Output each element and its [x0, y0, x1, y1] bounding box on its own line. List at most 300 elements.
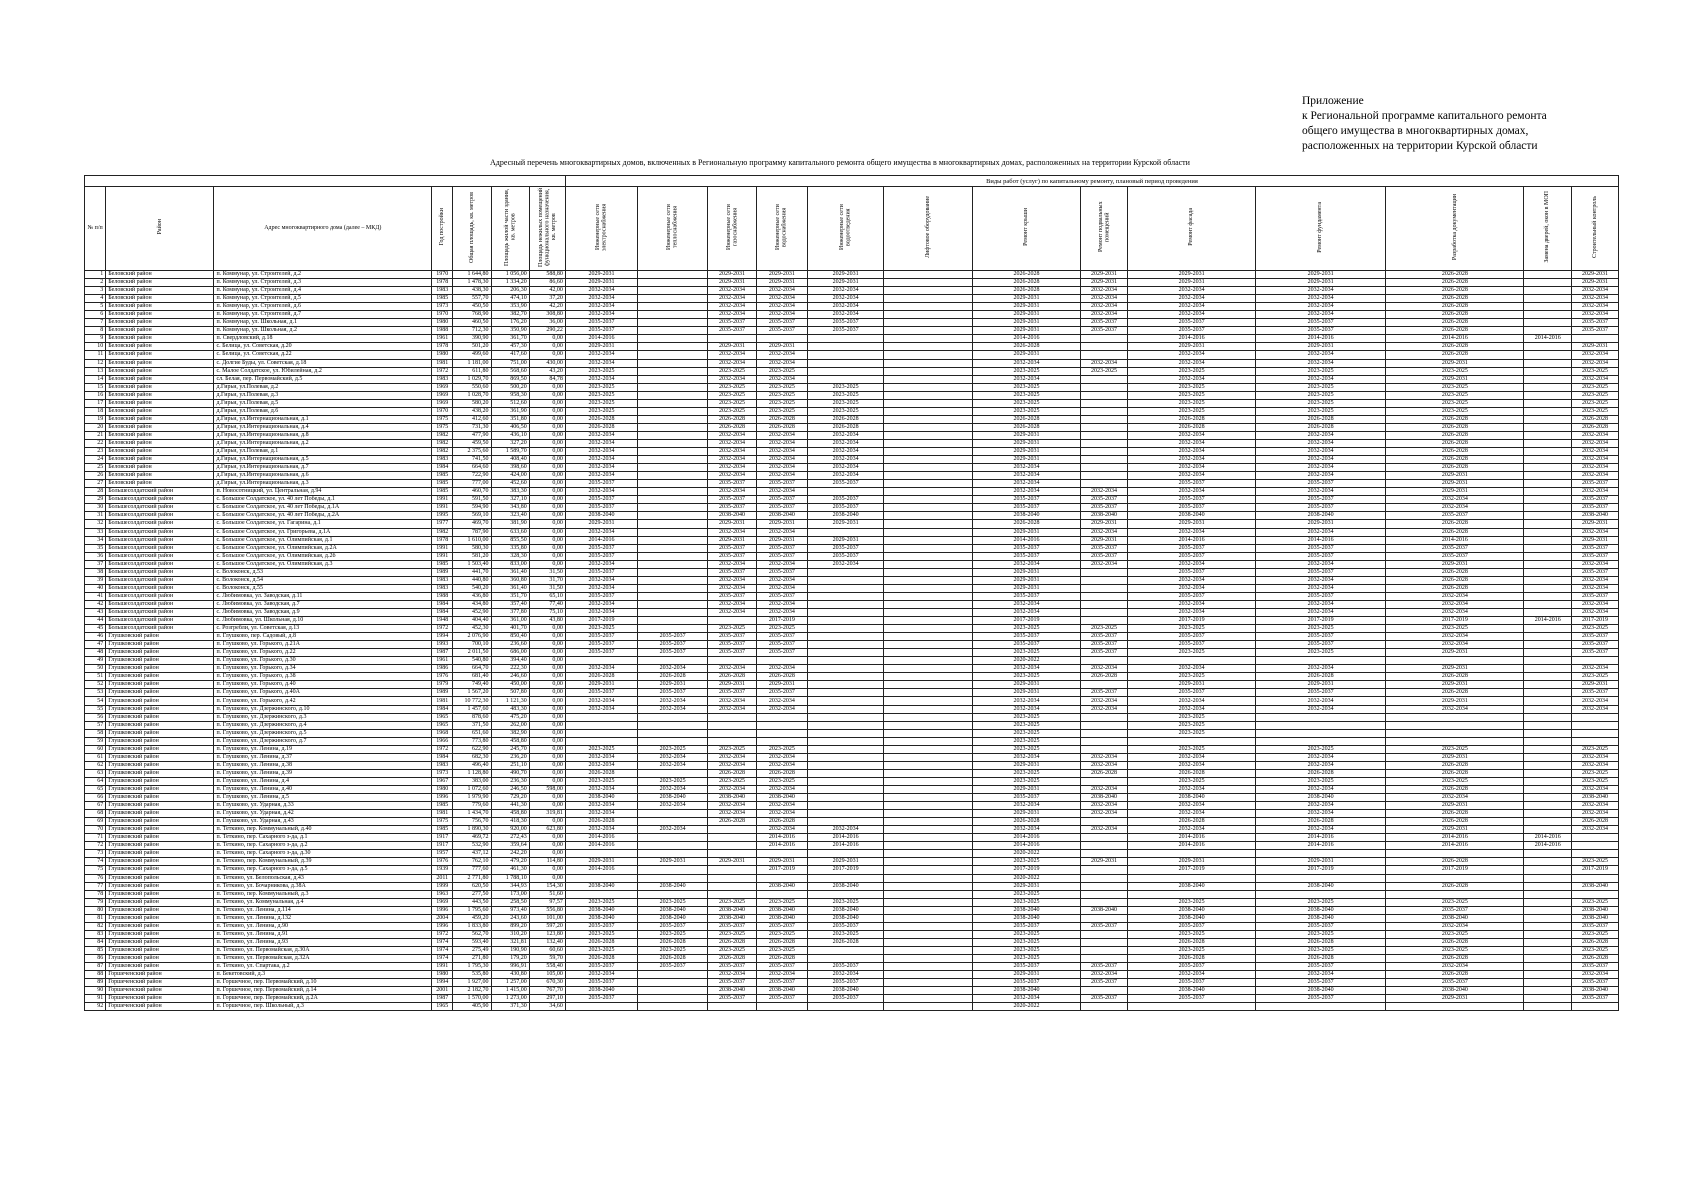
table-cell: 262,00 [491, 721, 529, 729]
table-cell: 2038-2040 [1572, 512, 1619, 520]
table-cell: 2023-2025 [1128, 625, 1255, 633]
table-cell: 176,20 [491, 319, 529, 327]
table-cell: 1 181,00 [453, 359, 491, 367]
table-cell: 2023-2025 [973, 625, 1080, 633]
table-cell: 2 076,90 [453, 633, 491, 641]
table-cell: 0,00 [529, 552, 565, 560]
table-cell: 2035-2037 [1128, 552, 1255, 560]
table-cell [884, 504, 973, 512]
table-cell: 2038-2040 [807, 914, 883, 922]
table-cell: 2023-2025 [756, 367, 807, 375]
table-cell: Глушковский район [106, 761, 214, 769]
table-cell: 2032-2034 [708, 560, 757, 568]
table-cell: 2023-2025 [973, 721, 1080, 729]
table-cell: 2032-2034 [1128, 456, 1255, 464]
table-cell: Большесолдатский район [106, 536, 214, 544]
table-cell: 479,20 [491, 858, 529, 866]
table-cell: 2035-2037 [565, 480, 637, 488]
table-cell: Беловский район [106, 399, 214, 407]
table-cell: 2032-2034 [1128, 761, 1255, 769]
table-cell: 2035-2037 [1386, 544, 1524, 552]
table-cell: 2026-2028 [1386, 761, 1524, 769]
table-cell: 1 434,70 [453, 810, 491, 818]
table-cell: Беловский район [106, 271, 214, 279]
table-row [85, 311, 1619, 319]
table-cell: 2032-2034 [708, 705, 757, 713]
table-cell: 2029-2031 [807, 536, 883, 544]
table-cell: 2029-2031 [1128, 271, 1255, 279]
table-cell [807, 786, 883, 794]
table-cell: Беловский район [106, 287, 214, 295]
table-cell: 2023-2025 [708, 625, 757, 633]
table-cell: п. Коммунар, ул. Строителей, д.2 [214, 271, 432, 279]
table-row [85, 600, 1619, 608]
table-cell: 2026-2028 [1386, 568, 1524, 576]
table-cell: с. Волоконск, д.54 [214, 576, 432, 584]
table-cell: 45 [85, 625, 106, 633]
table-cell: 361,40 [491, 568, 529, 576]
table-cell: 2032-2034 [1128, 705, 1255, 713]
table-cell: 2014-2016 [1386, 335, 1524, 343]
table-cell: 2032-2034 [1080, 488, 1128, 496]
table-cell: Большесолдатский район [106, 608, 214, 616]
table-cell: 2023-2025 [565, 383, 637, 391]
table-cell: 350,90 [491, 327, 529, 335]
table-row [85, 480, 1619, 488]
table-cell: 2032-2034 [1080, 697, 1128, 705]
table-cell [884, 592, 973, 600]
table-cell [1524, 995, 1572, 1003]
table-cell: 0,00 [529, 673, 565, 681]
table-cell: п. Коммунар, ул. Школьная, д.2 [214, 327, 432, 335]
table-cell [638, 319, 708, 327]
table-cell [638, 721, 708, 729]
table-cell [884, 488, 973, 496]
table-cell: Беловский район [106, 375, 214, 383]
table-cell: п. Теткино, пер. Сахарного з-да, д.5 [214, 866, 432, 874]
table-cell: 2038-2040 [708, 794, 757, 802]
table-cell: п. Теткино, пер. Сахарного з-да, д.30 [214, 850, 432, 858]
table-cell [1524, 456, 1572, 464]
table-row [85, 391, 1619, 399]
table-cell [1524, 874, 1572, 882]
table-cell [565, 713, 637, 721]
table-cell: 2032-2034 [565, 608, 637, 616]
table-cell [1572, 874, 1619, 882]
table-cell: Глушковский район [106, 689, 214, 697]
table-row [85, 963, 1619, 971]
table-cell [756, 729, 807, 737]
table-cell: 2032-2034 [1572, 287, 1619, 295]
table-cell: 2035-2037 [756, 689, 807, 697]
table-cell: 88 [85, 971, 106, 979]
table-cell: 2 771,80 [453, 874, 491, 882]
table-cell: 2038-2040 [1128, 512, 1255, 520]
table-cell: 460,70 [453, 488, 491, 496]
table-cell [638, 536, 708, 544]
table-cell: Большесолдатский район [106, 600, 214, 608]
table-cell [1080, 898, 1128, 906]
table-cell [884, 528, 973, 536]
table-cell: 73 [85, 850, 106, 858]
table-cell [1080, 584, 1128, 592]
table-cell: 310,20 [491, 930, 529, 938]
table-cell: п. Глушково, ул. Ударная, д.33 [214, 802, 432, 810]
table-row [85, 834, 1619, 842]
table-cell: 77 [85, 882, 106, 890]
table-cell: 382,90 [491, 729, 529, 737]
table-cell: 1984 [432, 464, 453, 472]
table-cell [1255, 890, 1386, 898]
table-cell: 1980 [432, 786, 453, 794]
table-cell: 1972 [432, 745, 453, 753]
table-cell [1255, 874, 1386, 882]
table-cell: 2017-2019 [565, 617, 637, 625]
table-cell [1080, 343, 1128, 351]
table-cell [638, 608, 708, 616]
table-cell: д.Гирьи, ул.Интернациональная, д.6 [214, 472, 432, 480]
table-cell: 2032-2034 [1255, 802, 1386, 810]
table-cell: 190,90 [491, 946, 529, 954]
table-cell [638, 279, 708, 287]
table-row [85, 512, 1619, 520]
table-cell: 154,30 [529, 882, 565, 890]
table-cell: 2035-2037 [565, 504, 637, 512]
table-cell: 2023-2025 [708, 777, 757, 785]
table-cell: 0,00 [529, 439, 565, 447]
table-cell [807, 697, 883, 705]
table-cell: 2035-2037 [565, 552, 637, 560]
table-cell: 1917 [432, 834, 453, 842]
table-cell: 2032-2034 [708, 375, 757, 383]
table-cell: 2038-2040 [973, 512, 1080, 520]
table-cell: 0,00 [529, 544, 565, 552]
table-cell [1080, 415, 1128, 423]
table-cell: д.Гирьи, ул.Интернациональная, д.4 [214, 423, 432, 431]
table-cell: 1982 [432, 528, 453, 536]
table-cell: 2014-2016 [1255, 536, 1386, 544]
table-cell: 2029-2031 [973, 319, 1080, 327]
table-cell: Беловский район [106, 415, 214, 423]
table-row [85, 560, 1619, 568]
table-cell: 2035-2037 [1572, 633, 1619, 641]
table-cell: 2029-2031 [1386, 649, 1524, 657]
table-cell: 2026-2028 [1386, 584, 1524, 592]
table-cell: 2023-2025 [1128, 383, 1255, 391]
table-cell: 1996 [432, 794, 453, 802]
table-cell: 2026-2028 [708, 769, 757, 777]
table-cell: Беловский район [106, 480, 214, 488]
table-cell: 2023-2025 [973, 649, 1080, 657]
table-cell: 1989 [432, 568, 453, 576]
table-cell: 1939 [432, 866, 453, 874]
table-cell: 2032-2034 [1572, 456, 1619, 464]
table-cell [1572, 335, 1619, 343]
table-cell: 2029-2031 [807, 858, 883, 866]
table-cell: 2032-2034 [708, 311, 757, 319]
table-cell: Глушковский район [106, 729, 214, 737]
table-cell: Глушковский район [106, 890, 214, 898]
table-cell: 2023-2025 [1386, 367, 1524, 375]
table-cell: 0,00 [529, 794, 565, 802]
table-cell: 2032-2034 [973, 826, 1080, 834]
table-cell: Горшеченский район [106, 971, 214, 979]
table-cell: 2032-2034 [565, 359, 637, 367]
table-cell [884, 946, 973, 954]
table-cell: 0,00 [529, 560, 565, 568]
table-cell [884, 480, 973, 488]
table-cell [1255, 729, 1386, 737]
table-cell: 2032-2034 [1572, 786, 1619, 794]
table-cell: 2026-2028 [708, 673, 757, 681]
table-cell: 258,50 [491, 898, 529, 906]
table-cell: 69 [85, 818, 106, 826]
table-cell: 2023-2025 [708, 383, 757, 391]
table-cell [638, 423, 708, 431]
table-cell: 2032-2034 [807, 431, 883, 439]
table-cell: 2035-2037 [708, 544, 757, 552]
table-cell [1080, 866, 1128, 874]
table-cell: 2038-2040 [807, 882, 883, 890]
table-cell: 2032-2034 [973, 802, 1080, 810]
table-cell: 1991 [432, 963, 453, 971]
table-cell: 0,00 [529, 697, 565, 705]
table-cell [638, 407, 708, 415]
table-cell: 474,10 [491, 295, 529, 303]
table-cell: 2023-2025 [1128, 745, 1255, 753]
table-cell: 83 [85, 930, 106, 938]
table-cell: 2014-2016 [1524, 335, 1572, 343]
table-cell: Большесолдатский район [106, 568, 214, 576]
table-cell: Глушковский район [106, 794, 214, 802]
table-cell [638, 568, 708, 576]
table-cell: 2026-2028 [1255, 769, 1386, 777]
table-cell [884, 512, 973, 520]
table-row [85, 971, 1619, 979]
table-cell [884, 826, 973, 834]
column-header-label: Ремонт крыши [1023, 208, 1030, 246]
table-cell: 2032-2034 [973, 697, 1080, 705]
table-row [85, 608, 1619, 616]
table-cell: 2035-2037 [1080, 963, 1128, 971]
table-cell: 0,00 [529, 874, 565, 882]
table-cell: 2001 [432, 987, 453, 995]
table-cell: Беловский район [106, 367, 214, 375]
table-cell: 2038-2040 [1128, 882, 1255, 890]
table-cell: 2032-2034 [1080, 826, 1128, 834]
table-cell [1255, 737, 1386, 745]
table-cell: 1 644,80 [453, 271, 491, 279]
table-cell [884, 697, 973, 705]
table-cell [884, 794, 973, 802]
table-cell: 2026-2028 [1255, 954, 1386, 962]
table-cell: 2032-2034 [1080, 303, 1128, 311]
table-cell: 0,00 [529, 456, 565, 464]
table-cell [1524, 810, 1572, 818]
table-cell: п. Глушково, ул. Ленина, д.39 [214, 769, 432, 777]
table-cell: 2029-2031 [1386, 681, 1524, 689]
table-cell [1080, 576, 1128, 584]
table-cell: 11 [85, 351, 106, 359]
table-cell: 2032-2034 [1255, 295, 1386, 303]
table-cell [807, 954, 883, 962]
table-cell: 620,50 [453, 882, 491, 890]
table-cell: 2023-2025 [1386, 930, 1524, 938]
table-cell: 2029-2031 [1080, 271, 1128, 279]
table-cell: 2035-2037 [1080, 689, 1128, 697]
table-cell: Большесолдатский район [106, 592, 214, 600]
table-cell [638, 520, 708, 528]
table-cell [1524, 472, 1572, 480]
table-cell: 2035-2037 [973, 592, 1080, 600]
table-cell: 2032-2034 [756, 608, 807, 616]
table-cell: Глушковский район [106, 922, 214, 930]
column-header [491, 187, 529, 271]
table-row [85, 657, 1619, 665]
column-header-label: Замена дверей, окон в МОП [1544, 191, 1551, 263]
table-cell: 2032-2034 [973, 665, 1080, 673]
address-list-table [84, 175, 1619, 1011]
table-cell: 2032-2034 [1128, 311, 1255, 319]
table-cell [1386, 737, 1524, 745]
table-cell: 2035-2037 [1080, 641, 1128, 649]
table-cell: 2035-2037 [1080, 552, 1128, 560]
table-cell: 2035-2037 [1080, 922, 1128, 930]
table-cell [1524, 769, 1572, 777]
table-cell: 2032-2034 [565, 576, 637, 584]
table-cell [638, 769, 708, 777]
table-cell [884, 705, 973, 713]
table-cell: 1995 [432, 512, 453, 520]
table-cell [1080, 568, 1128, 576]
table-cell [1128, 890, 1255, 898]
table-cell: 8 [85, 327, 106, 335]
table-cell [1524, 560, 1572, 568]
table-cell: 0,00 [529, 802, 565, 810]
table-cell: 2032-2034 [1572, 448, 1619, 456]
table-cell: 2038-2040 [1255, 794, 1386, 802]
table-cell: п. Свердловский, д.18 [214, 335, 432, 343]
table-cell [638, 399, 708, 407]
table-cell [807, 584, 883, 592]
table-cell: Глушковский район [106, 786, 214, 794]
table-cell: 0,00 [529, 335, 565, 343]
table-cell [1524, 689, 1572, 697]
table-cell [1080, 818, 1128, 826]
table-cell: п. Теткино, ул. Ленина, д.91 [214, 930, 432, 938]
table-cell: п. Глушково, ул. Горького, д.42 [214, 697, 432, 705]
table-cell: 6 [85, 311, 106, 319]
table-cell: 2023-2025 [973, 737, 1080, 745]
table-cell: 2029-2031 [807, 271, 883, 279]
table-cell: 2014-2016 [1386, 536, 1524, 544]
table-cell: 2032-2034 [973, 464, 1080, 472]
table-cell: 2032-2034 [756, 472, 807, 480]
table-cell: 44 [85, 617, 106, 625]
table-cell: 2026-2028 [1386, 343, 1524, 351]
table-cell: 2032-2034 [1128, 786, 1255, 794]
table-cell: 2032-2034 [1255, 375, 1386, 383]
table-cell: 2032-2034 [1080, 287, 1128, 295]
table-cell: 2035-2037 [807, 552, 883, 560]
table-cell [884, 343, 973, 351]
table-cell: 2026-2028 [756, 769, 807, 777]
table-cell [884, 303, 973, 311]
table-cell: 2029-2031 [1386, 375, 1524, 383]
table-cell [884, 842, 973, 850]
column-header [1080, 187, 1128, 271]
table-cell: 2032-2034 [565, 287, 637, 295]
table-cell: 2023-2025 [1255, 777, 1386, 785]
table-cell [884, 850, 973, 858]
table-cell: 2035-2037 [708, 689, 757, 697]
table-cell: 405,90 [453, 1003, 491, 1011]
table-cell [708, 657, 757, 665]
table-cell: 2023-2025 [1128, 399, 1255, 407]
table-cell: 0,00 [529, 769, 565, 777]
table-cell: 2029-2031 [708, 681, 757, 689]
table-row [85, 737, 1619, 745]
table-cell [807, 818, 883, 826]
table-cell: 2 375,60 [453, 448, 491, 456]
table-cell: 0,00 [529, 737, 565, 745]
table-cell: 7 [85, 319, 106, 327]
table-cell: 2032-2034 [638, 705, 708, 713]
table-cell: 2035-2037 [1572, 995, 1619, 1003]
table-cell: 2035-2037 [638, 649, 708, 657]
table-cell: 41 [85, 592, 106, 600]
column-header-label: Адрес многоквартирного дома (далее – МКД) [264, 225, 382, 231]
table-cell: 236,60 [491, 641, 529, 649]
table-cell: 2029-2031 [638, 681, 708, 689]
table-cell: 2032-2034 [565, 786, 637, 794]
table-cell: 2035-2037 [1080, 649, 1128, 657]
table-cell: 2023-2025 [756, 399, 807, 407]
table-cell: 0,00 [529, 512, 565, 520]
table-cell: 2029-2031 [1572, 681, 1619, 689]
table-cell: Глушковский район [106, 930, 214, 938]
table-cell: 2035-2037 [756, 633, 807, 641]
table-cell: 31,50 [529, 568, 565, 576]
table-cell [807, 649, 883, 657]
table-row [85, 351, 1619, 359]
table-row [85, 576, 1619, 584]
table-cell: 2032-2034 [756, 786, 807, 794]
table-cell: 2035-2037 [756, 504, 807, 512]
table-cell: 2032-2034 [638, 753, 708, 761]
table-cell: 59 [85, 737, 106, 745]
table-row [85, 818, 1619, 826]
table-cell: 2032-2034 [565, 665, 637, 673]
table-cell: 2029-2031 [1255, 858, 1386, 866]
table-row [85, 319, 1619, 327]
table-cell: 2023-2025 [1572, 858, 1619, 866]
table-cell: 1948 [432, 617, 453, 625]
table-cell: 1984 [432, 705, 453, 713]
table-cell: 2023-2025 [708, 391, 757, 399]
table-row [85, 279, 1619, 287]
table-cell: 5 [85, 303, 106, 311]
table-cell: 2029-2031 [1386, 665, 1524, 673]
table-cell [807, 617, 883, 625]
table-cell: 65,10 [529, 592, 565, 600]
table-cell: 2023-2025 [1255, 383, 1386, 391]
table-cell: 580,20 [453, 399, 491, 407]
table-cell: 0,00 [529, 657, 565, 665]
table-cell: 2029-2031 [638, 858, 708, 866]
table-cell [1080, 456, 1128, 464]
table-cell: 1978 [432, 536, 453, 544]
